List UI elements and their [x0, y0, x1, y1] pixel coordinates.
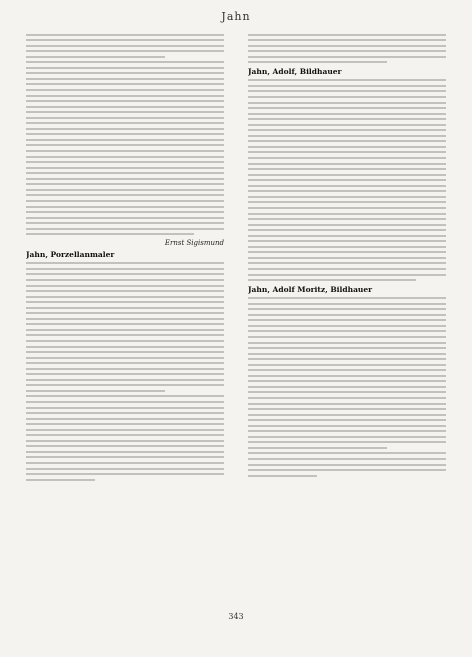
text-line [26, 111, 224, 113]
text-line [26, 172, 224, 174]
text-line [26, 61, 224, 63]
text-line [26, 268, 224, 270]
text-line [26, 362, 224, 364]
text-line [26, 334, 224, 336]
text-line [248, 157, 446, 159]
text-line [26, 323, 224, 325]
text-line [26, 206, 224, 208]
text-line [26, 357, 224, 359]
text-line [248, 124, 446, 126]
text-line [248, 174, 446, 176]
text-line [248, 190, 446, 192]
entry-signature: Ernst Sigismund [164, 238, 224, 247]
entry-heading: Jahn, Adolf, Bildhauer [248, 66, 342, 76]
text-line [26, 440, 224, 442]
text-line [248, 79, 446, 81]
text-line [26, 233, 194, 235]
text-line [26, 368, 224, 370]
text-line [26, 423, 224, 425]
text-line [248, 113, 446, 115]
text-line [248, 246, 446, 248]
text-line [248, 163, 446, 165]
text-line [248, 303, 446, 305]
entry-heading: Jahn, Porzellanmaler [26, 249, 115, 259]
text-line [26, 296, 224, 298]
text-line [26, 217, 224, 219]
text-line [248, 469, 446, 471]
text-line [26, 279, 224, 281]
text-line [248, 279, 416, 281]
text-line [248, 353, 446, 355]
right-column [248, 30, 446, 480]
text-line [248, 262, 446, 264]
text-line [26, 150, 224, 152]
text-line [26, 445, 224, 447]
text-line [248, 330, 446, 332]
text-line [26, 390, 165, 392]
text-line [248, 391, 446, 393]
text-line [248, 425, 446, 427]
text-line [248, 207, 446, 209]
text-line [248, 358, 446, 360]
text-line [26, 156, 224, 158]
text-line [248, 129, 446, 131]
text-line [26, 56, 165, 58]
text-line [248, 185, 446, 187]
entry-heading: Jahn, Adolf Moritz, Bildhauer [248, 284, 373, 294]
text-line [248, 364, 446, 366]
text-line [26, 78, 224, 80]
text-line [26, 139, 224, 141]
text-line [26, 262, 224, 264]
text-line [248, 297, 446, 299]
text-line [26, 273, 224, 275]
text-line [26, 379, 224, 381]
text-line [26, 144, 224, 146]
text-line [248, 50, 446, 52]
text-line [26, 72, 224, 74]
text-line [26, 290, 224, 292]
text-line [248, 325, 446, 327]
text-line [248, 102, 446, 104]
text-line [248, 151, 446, 153]
text-line [248, 458, 446, 460]
text-line [26, 395, 224, 397]
text-line [26, 307, 224, 309]
text-line [248, 179, 446, 181]
text-line [248, 408, 446, 410]
text-line [26, 418, 224, 420]
text-line [26, 161, 224, 163]
text-line [26, 401, 224, 403]
text-line [248, 39, 446, 41]
running-head: Jahn [221, 10, 251, 23]
text-line [26, 479, 95, 481]
text-line [26, 301, 224, 303]
text-line [26, 89, 224, 91]
text-line [26, 318, 224, 320]
text-line [248, 336, 446, 338]
text-line [248, 308, 446, 310]
text-line [26, 67, 224, 69]
text-line [26, 228, 224, 230]
text-line [248, 347, 446, 349]
text-line [248, 375, 446, 377]
text-line [26, 456, 224, 458]
text-line [248, 257, 446, 259]
text-line [26, 429, 224, 431]
text-line [248, 201, 446, 203]
text-line [248, 218, 446, 220]
text-line [26, 50, 224, 52]
text-line [248, 386, 446, 388]
text-line [26, 194, 224, 196]
text-line [26, 95, 224, 97]
text-line [26, 312, 224, 314]
text-line [248, 380, 446, 382]
text-line [26, 451, 224, 453]
text-line [248, 430, 446, 432]
text-line [248, 419, 446, 421]
text-line [26, 407, 224, 409]
text-line [26, 178, 224, 180]
text-line [26, 412, 224, 414]
text-line [26, 462, 224, 464]
text-line [26, 189, 224, 191]
text-line [248, 403, 446, 405]
text-line [26, 473, 224, 475]
text-line [248, 45, 446, 47]
text-line [248, 452, 446, 454]
text-line [26, 351, 224, 353]
text-line [248, 118, 446, 120]
text-line [26, 128, 224, 130]
text-line [26, 45, 224, 47]
text-line [248, 61, 387, 63]
text-line [26, 340, 224, 342]
text-line [248, 369, 446, 371]
text-line [26, 106, 224, 108]
text-line [26, 122, 224, 124]
text-line [248, 314, 446, 316]
text-line [248, 414, 446, 416]
text-line [248, 397, 446, 399]
text-line [26, 434, 224, 436]
text-line [26, 200, 224, 202]
text-line [26, 329, 224, 331]
text-line [26, 211, 224, 213]
text-line [248, 224, 446, 226]
text-line [26, 285, 224, 287]
text-line [248, 146, 446, 148]
text-line [248, 213, 446, 215]
text-line [248, 235, 446, 237]
text-line [26, 222, 224, 224]
text-line [248, 240, 446, 242]
text-line [248, 274, 446, 276]
text-line [26, 83, 224, 85]
text-line [248, 56, 446, 58]
text-line [26, 117, 224, 119]
text-line [248, 475, 317, 477]
text-line [26, 468, 224, 470]
text-line [248, 436, 446, 438]
left-column [26, 30, 224, 484]
text-line [248, 90, 446, 92]
text-line [248, 229, 446, 231]
text-line [248, 140, 446, 142]
text-line [26, 133, 224, 135]
text-line [248, 464, 446, 466]
page-number: 343 [228, 612, 244, 621]
text-line [248, 107, 446, 109]
text-line [26, 100, 224, 102]
text-line [248, 196, 446, 198]
text-line [248, 34, 446, 36]
text-line [248, 96, 446, 98]
text-line [248, 168, 446, 170]
text-line [26, 183, 224, 185]
text-line [248, 135, 446, 137]
text-line [26, 384, 224, 386]
text-line [248, 85, 446, 87]
text-line [248, 342, 446, 344]
text-line [26, 39, 224, 41]
text-line [26, 34, 224, 36]
text-line [248, 251, 446, 253]
text-line [248, 447, 387, 449]
text-line [26, 167, 224, 169]
text-line [248, 319, 446, 321]
text-line [248, 441, 446, 443]
text-line [26, 373, 224, 375]
text-line [26, 346, 224, 348]
text-line [248, 268, 446, 270]
